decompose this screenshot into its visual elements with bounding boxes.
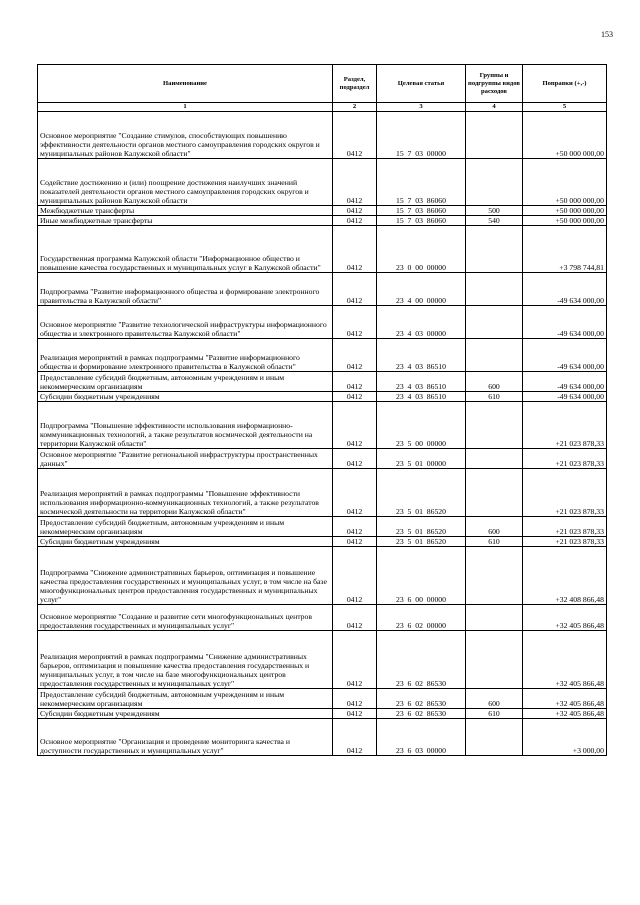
row-section-cell: 0412 bbox=[333, 689, 377, 709]
row-section-cell: 0412 bbox=[333, 159, 377, 206]
row-target-cell: 23 6 02 86530 bbox=[377, 709, 466, 719]
row-group-cell bbox=[466, 605, 523, 631]
column-number: 5 bbox=[523, 103, 607, 112]
row-group-cell bbox=[466, 469, 523, 517]
row-target-cell: 23 5 01 86520 bbox=[377, 469, 466, 517]
table-row bbox=[38, 449, 607, 469]
row-name-cell: Подпрограмма "Повышение эффективности использования информационно-коммуникационных технологий, а также результатов космической деятельности на территории Калужской области" bbox=[38, 402, 333, 449]
row-name-cell: Основное мероприятие "Создание стимулов, способствующих повышению эффективности деятельности органов местного самоуправления городских округов и муниципальных районов Калужской области" bbox=[38, 112, 333, 159]
table-row bbox=[38, 226, 607, 273]
row-amount-cell: +21 023 878,33 bbox=[523, 517, 607, 537]
table-row bbox=[38, 372, 607, 392]
table-row bbox=[38, 689, 607, 709]
row-target-cell: 23 4 00 00000 bbox=[377, 273, 466, 306]
row-target-cell: 23 4 03 00000 bbox=[377, 306, 466, 339]
row-amount-cell: +3 000,00 bbox=[523, 719, 607, 756]
row-group-cell: 610 bbox=[466, 537, 523, 547]
row-section-cell: 0412 bbox=[333, 273, 377, 306]
row-target-cell: 15 7 03 86060 bbox=[377, 159, 466, 206]
row-group-cell bbox=[466, 402, 523, 449]
row-amount-cell: +50 000 000,00 bbox=[523, 206, 607, 216]
table-row bbox=[38, 216, 607, 226]
row-name-cell: Реализация мероприятий в рамках подпрограммы "Снижение административных барьеров, оптимизация и повышение качества предоставления государственных и муниципальных услуг, в том числе на базе многофункциональных центров предоставления государственных и муниципальных услуг" bbox=[38, 631, 333, 689]
row-group-cell bbox=[466, 306, 523, 339]
row-amount-cell: +50 000 000,00 bbox=[523, 159, 607, 206]
row-group-cell: 540 bbox=[466, 216, 523, 226]
table-row bbox=[38, 605, 607, 631]
budget-amendments-table bbox=[37, 64, 607, 756]
row-target-cell: 23 6 02 00000 bbox=[377, 605, 466, 631]
row-name-cell: Основное мероприятие "Создание и развитие сети многофункциональных центров предоставления государственных и муниципальных услуг" bbox=[38, 605, 333, 631]
row-group-cell bbox=[466, 112, 523, 159]
header-row bbox=[38, 65, 607, 103]
row-group-cell bbox=[466, 719, 523, 756]
row-group-cell bbox=[466, 547, 523, 605]
row-section-cell: 0412 bbox=[333, 112, 377, 159]
row-group-cell bbox=[466, 631, 523, 689]
row-name-cell: Субсидии бюджетным учреждениям bbox=[38, 709, 333, 719]
row-name-cell: Подпрограмма "Развитие информационного общества и формирование электронного правительства в Калужской области" bbox=[38, 273, 333, 306]
row-section-cell: 0412 bbox=[333, 605, 377, 631]
table-row bbox=[38, 631, 607, 689]
header-target: Целевая статья bbox=[377, 65, 466, 103]
row-amount-cell: +32 405 866,48 bbox=[523, 689, 607, 709]
column-number: 1 bbox=[38, 103, 333, 112]
table-row bbox=[38, 719, 607, 756]
row-group-cell bbox=[466, 273, 523, 306]
row-name-cell: Иные межбюджетные трансферты bbox=[38, 216, 333, 226]
row-group-cell bbox=[466, 226, 523, 273]
row-group-cell bbox=[466, 449, 523, 469]
header-amount: Поправки (+,-) bbox=[523, 65, 607, 103]
row-target-cell: 23 4 03 86510 bbox=[377, 339, 466, 372]
row-amount-cell: +3 798 744,81 bbox=[523, 226, 607, 273]
table-row bbox=[38, 306, 607, 339]
row-group-cell bbox=[466, 339, 523, 372]
row-amount-cell: +21 023 878,33 bbox=[523, 537, 607, 547]
header-name: Наименование bbox=[38, 65, 333, 103]
table-row bbox=[38, 537, 607, 547]
column-number: 4 bbox=[466, 103, 523, 112]
page-number: 153 bbox=[601, 30, 613, 39]
table-row bbox=[38, 273, 607, 306]
table-row bbox=[38, 339, 607, 372]
row-section-cell: 0412 bbox=[333, 537, 377, 547]
row-amount-cell: +32 405 866,48 bbox=[523, 709, 607, 719]
table-row bbox=[38, 402, 607, 449]
row-amount-cell: +21 023 878,33 bbox=[523, 402, 607, 449]
row-name-cell: Реализация мероприятий в рамках подпрограммы "Развитие информационного общества и формирование электронного правительства в Калужской области" bbox=[38, 339, 333, 372]
row-group-cell: 610 bbox=[466, 709, 523, 719]
row-name-cell: Предоставление субсидий бюджетным, автономным учреждениям и иным некоммерческим организациям bbox=[38, 689, 333, 709]
column-number: 2 bbox=[333, 103, 377, 112]
row-name-cell: Субсидии бюджетным учреждениям bbox=[38, 537, 333, 547]
row-target-cell: 23 5 00 00000 bbox=[377, 402, 466, 449]
row-amount-cell: +32 408 866,48 bbox=[523, 547, 607, 605]
row-target-cell: 23 6 03 00000 bbox=[377, 719, 466, 756]
row-name-cell: Предоставление субсидий бюджетным, автономным учреждениям и иным некоммерческим организациям bbox=[38, 372, 333, 392]
row-name-cell: Содействие достижению и (или) поощрение достижения наилучших значений показателей деятельности органов местного самоуправления городских округов и муниципальных районов Калужской области bbox=[38, 159, 333, 206]
row-target-cell: 15 7 03 86060 bbox=[377, 216, 466, 226]
row-group-cell: 610 bbox=[466, 392, 523, 402]
row-section-cell: 0412 bbox=[333, 392, 377, 402]
row-section-cell: 0412 bbox=[333, 226, 377, 273]
row-amount-cell: -49 634 000,00 bbox=[523, 392, 607, 402]
row-section-cell: 0412 bbox=[333, 206, 377, 216]
row-target-cell: 23 0 00 00000 bbox=[377, 226, 466, 273]
row-group-cell bbox=[466, 159, 523, 206]
row-section-cell: 0412 bbox=[333, 719, 377, 756]
row-group-cell: 500 bbox=[466, 206, 523, 216]
row-section-cell: 0412 bbox=[333, 449, 377, 469]
row-target-cell: 15 7 03 00000 bbox=[377, 112, 466, 159]
row-name-cell: Субсидии бюджетным учреждениям bbox=[38, 392, 333, 402]
row-section-cell: 0412 bbox=[333, 517, 377, 537]
row-name-cell: Межбюджетные трансферты bbox=[38, 206, 333, 216]
row-amount-cell: -49 634 000,00 bbox=[523, 273, 607, 306]
column-number: 3 bbox=[377, 103, 466, 112]
row-target-cell: 23 6 02 86530 bbox=[377, 631, 466, 689]
row-group-cell: 600 bbox=[466, 689, 523, 709]
table-row bbox=[38, 159, 607, 206]
row-section-cell: 0412 bbox=[333, 469, 377, 517]
row-target-cell: 23 5 01 86520 bbox=[377, 517, 466, 537]
row-target-cell: 23 6 02 86530 bbox=[377, 689, 466, 709]
table-row bbox=[38, 709, 607, 719]
table-row bbox=[38, 206, 607, 216]
row-amount-cell: -49 634 000,00 bbox=[523, 306, 607, 339]
header-group: Группы и подгруппы видов расходов bbox=[466, 65, 523, 103]
row-section-cell: 0412 bbox=[333, 709, 377, 719]
row-name-cell: Реализация мероприятий в рамках подпрограммы "Повышение эффективности использования информационно-коммуникационных технологий, а также результатов космической деятельности на территории Калужской области" bbox=[38, 469, 333, 517]
row-target-cell: 23 4 03 86510 bbox=[377, 392, 466, 402]
header-section: Раздел, подраздел bbox=[333, 65, 377, 103]
table-row bbox=[38, 517, 607, 537]
row-target-cell: 15 7 03 86060 bbox=[377, 206, 466, 216]
row-target-cell: 23 5 01 00000 bbox=[377, 449, 466, 469]
row-section-cell: 0412 bbox=[333, 216, 377, 226]
table-row bbox=[38, 392, 607, 402]
row-name-cell: Подпрограмма "Снижение административных барьеров, оптимизация и повышение качества предоставления государственных и муниципальных услуг, в том числе на базе многофункциональных центров предоставления государственных и муниципальных услуг" bbox=[38, 547, 333, 605]
row-group-cell: 600 bbox=[466, 372, 523, 392]
row-amount-cell: +50 000 000,00 bbox=[523, 112, 607, 159]
row-name-cell: Основное мероприятие "Развитие технологической инфраструктуры информационного общества и электронного правительства Калужской области" bbox=[38, 306, 333, 339]
row-section-cell: 0412 bbox=[333, 339, 377, 372]
row-section-cell: 0412 bbox=[333, 372, 377, 392]
table-row bbox=[38, 547, 607, 605]
table-row bbox=[38, 469, 607, 517]
row-amount-cell: -49 634 000,00 bbox=[523, 339, 607, 372]
row-section-cell: 0412 bbox=[333, 631, 377, 689]
row-name-cell: Государственная программа Калужской области "Информационное общество и повышение качества государственных и муниципальных услуг в Калужской области" bbox=[38, 226, 333, 273]
table-row bbox=[38, 112, 607, 159]
row-amount-cell: +21 023 878,33 bbox=[523, 469, 607, 517]
row-amount-cell: +32 405 866,48 bbox=[523, 605, 607, 631]
row-group-cell: 600 bbox=[466, 517, 523, 537]
row-name-cell: Предоставление субсидий бюджетным, автономным учреждениям и иным некоммерческим организациям bbox=[38, 517, 333, 537]
row-name-cell: Основное мероприятие "Организация и проведение мониторинга качества и доступности государственных и муниципальных услуг" bbox=[38, 719, 333, 756]
row-target-cell: 23 6 00 00000 bbox=[377, 547, 466, 605]
row-target-cell: 23 5 01 86520 bbox=[377, 537, 466, 547]
row-target-cell: 23 4 03 86510 bbox=[377, 372, 466, 392]
row-section-cell: 0412 bbox=[333, 547, 377, 605]
row-amount-cell: -49 634 000,00 bbox=[523, 372, 607, 392]
row-section-cell: 0412 bbox=[333, 402, 377, 449]
row-amount-cell: +21 023 878,33 bbox=[523, 449, 607, 469]
row-amount-cell: +50 000 000,00 bbox=[523, 216, 607, 226]
row-name-cell: Основное мероприятие "Развитие региональной инфраструктуры пространственных данных" bbox=[38, 449, 333, 469]
column-number-row bbox=[38, 103, 607, 112]
row-amount-cell: +32 405 866,48 bbox=[523, 631, 607, 689]
row-section-cell: 0412 bbox=[333, 306, 377, 339]
table-body bbox=[38, 112, 607, 756]
